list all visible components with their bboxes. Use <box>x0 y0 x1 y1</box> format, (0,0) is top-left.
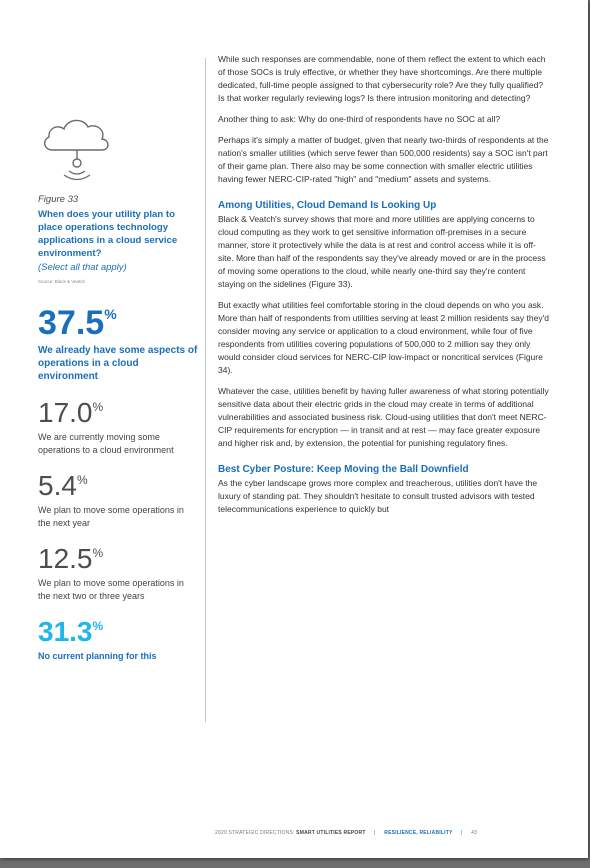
stat-unit: % <box>92 400 104 414</box>
column-divider <box>205 58 206 722</box>
stat-no-plan <box>38 618 198 663</box>
page-footer: 2020 STRATEGIC DIRECTIONS: SMART UTILITIES REPORT | RESILIENCE, RELIABILITY | 43 <box>215 830 478 836</box>
section-heading-cyber-posture: Best Cyber Posture: Keep Moving the Ball Downfield <box>218 464 469 475</box>
stat-value: 37.5% <box>38 304 117 342</box>
stat-desc: We already have some aspects of operations in a cloud environment <box>38 345 198 382</box>
stat-next-year <box>38 472 198 529</box>
sidebar <box>38 112 198 663</box>
main-column <box>218 53 550 524</box>
stat-two-three-years <box>38 545 198 602</box>
body-paragraph: As the cyber landscape grows more complex and treacherous, utilities don't have the luxury of standing pat. They shouldn't hesitate to consult trusted advisors with tested telecommunications experience to quickly but <box>218 478 538 514</box>
stat-value: 31.3% <box>38 616 104 647</box>
body-paragraph: Another thing to ask: Why do one-third of respondents have no SOC at all? <box>218 114 501 124</box>
stat-currently-moving <box>38 399 198 456</box>
footer-report-name: SMART UTILITIES REPORT <box>296 830 366 836</box>
stat-unit: % <box>104 306 117 322</box>
stat-unit: % <box>92 546 104 560</box>
body-paragraph: Whatever the case, utilities benefit by having fuller awareness of what storing potentially sensitive data about their electric grids in the cloud may create in terms of additional vulnerabilities and associated business risk. Cloud-using utilities that don't meet NERC-CIP requirements for encryption — in transit and at rest — may face greater exposure and higher risk and, by extension, the potential for punishing regulatory fines. <box>218 386 549 448</box>
stat-unit: % <box>76 473 88 487</box>
footer-report-title: 2020 STRATEGIC DIRECTIONS: <box>215 830 295 836</box>
stat-value: 17.0% <box>38 397 104 428</box>
cloud-wireless-icon <box>40 112 116 184</box>
figure-note: (Select all that apply) <box>38 262 127 273</box>
figure-label: Figure 33 <box>38 194 79 205</box>
stat-desc: We plan to move some operations in the next year <box>38 505 184 528</box>
page-number: 43 <box>471 830 478 836</box>
figure-source: Source: Black & Veatch <box>38 279 86 284</box>
stat-already-cloud <box>38 306 198 383</box>
stat-value: 5.4% <box>38 470 88 501</box>
stat-unit: % <box>92 619 104 633</box>
body-paragraph: Black & Veatch's survey shows that more and more utilities are applying concerns to cloud computing as they work to get sensitive information off-premises in a secure manner, store it protectively while the data is at rest and control access while it is off-site. More than half of the respondents say they've already moved or are in the process of moving some operations to the cloud, while nearly one-third say they're content staying on the sidelines (Figure 33). <box>218 214 546 289</box>
footer-section: RESILIENCE, RELIABILITY <box>384 830 453 836</box>
stat-desc: We plan to move some operations in the next two or three years <box>38 578 184 601</box>
stat-desc: No current planning for this <box>38 651 157 661</box>
body-paragraph: Perhaps it's simply a matter of budget, given that nearly two-thirds of respondents at the nation's smaller utilities (which serve fewer than 500,000 residents) say a SOC isn't part of their game plan. There also may be some connection with smaller electric utilities having fewer NERC-CIP-rated "high" and "medium" assets and systems. <box>218 135 549 184</box>
stat-desc: We are currently moving some operations to a cloud environment <box>38 432 174 455</box>
body-paragraph: But exactly what utilities feel comfortable storing in the cloud depends on who you ask. More than half of respondents from utilities serving at least 2 million residents say they'd consider moving any service or application to a cloud environment, while four of five respondents from utilities covering populations of 500,000 to 2 million say they only would consider cloud services for NERC-CIP low-impact or noncritical services (Figure 34). <box>218 300 549 375</box>
figure-question: When does your utility plan to place operations technology applications in a cloud service environment? <box>38 209 178 259</box>
stat-value: 12.5% <box>38 543 104 574</box>
body-paragraph: While such responses are commendable, none of them reflect the extent to which each of those SOCs is truly effective, or whether they have shortcomings. Are there multiple dedicated, full-time people assigned to that cybersecurity role? Are they fully qualified? Is that worker regularly reviewing logs? Is there intrusion monitoring and detecting? <box>218 54 546 103</box>
section-heading-cloud-demand: Among Utilities, Cloud Demand Is Looking Up <box>218 200 437 211</box>
